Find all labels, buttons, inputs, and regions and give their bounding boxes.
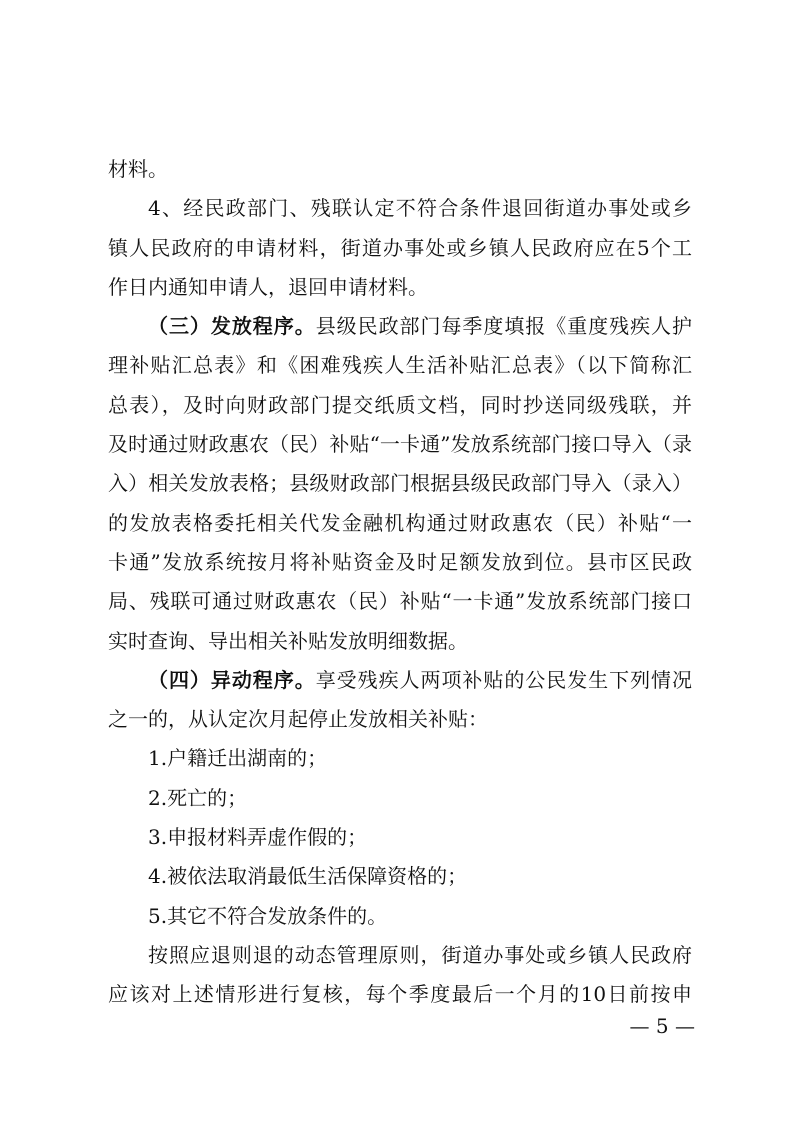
section-text: 县级民政部门每季度填报《重度残疾人护 (315, 314, 693, 339)
list-item: 3.申报材料弄虚作假的； (148, 825, 368, 850)
text-line: 4、经民政部门、残联认定不符合条件退回街道办事处或乡 (148, 196, 692, 221)
text-line: 之一的，从认定次月起停止发放相关补贴： (108, 707, 488, 732)
section-heading: （三）发放程序。 (148, 314, 316, 339)
text-line: 材料。 (108, 157, 168, 181)
text-line: 理补贴汇总表》和《困难残疾人生活补贴汇总表》（以下简称汇 (108, 353, 692, 378)
text-line: 按照应退则退的动态管理原则，街道办事处或乡镇人民政府 (148, 942, 692, 967)
text-line: 的发放表格委托相关代发金融机构通过财政惠农（民）补贴“一 (108, 510, 692, 535)
body-text (108, 150, 692, 1015)
text-line: 实时查询、导出相关补贴发放明细数据。 (108, 628, 468, 653)
section-heading-line (108, 307, 692, 346)
text-line: 局、残联可通过财政惠农（民）补贴“一卡通”发放系统部门接口 (108, 589, 692, 614)
section-text: 享受残疾人两项补贴的公民发生下列情况 (315, 667, 693, 692)
list-item: 5.其它不符合发放条件的。 (148, 903, 388, 928)
text-line: 入）相关发放表格；县级财政部门根据县级民政部门导入（录入） (108, 471, 692, 496)
text-line: 总表），及时向财政部门提交纸质文档，同时抄送同级残联，并 (108, 392, 692, 417)
text-line: 镇人民政府的申请材料，街道办事处或乡镇人民政府应在5个工 (108, 235, 692, 260)
section-heading-line (108, 661, 692, 700)
section-heading: （四）异动程序。 (148, 667, 316, 692)
list-item: 4.被依法取消最低生活保障资格的； (148, 864, 468, 889)
list-item: 1.户籍迁出湖南的； (148, 746, 328, 771)
text-line: 应该对上述情形进行复核，每个季度最后一个月的10日前按申 (108, 982, 692, 1007)
text-line: 作日内通知申请人，退回申请材料。 (108, 274, 428, 299)
text-line: 卡通”发放系统按月将补贴资金及时足额发放到位。县市区民政 (108, 549, 692, 574)
page-number: — 5 — (629, 1014, 695, 1038)
text-line: 及时通过财政惠农（民）补贴“一卡通”发放系统部门接口导入（录 (108, 432, 692, 457)
list-item: 2.死亡的； (148, 785, 248, 810)
